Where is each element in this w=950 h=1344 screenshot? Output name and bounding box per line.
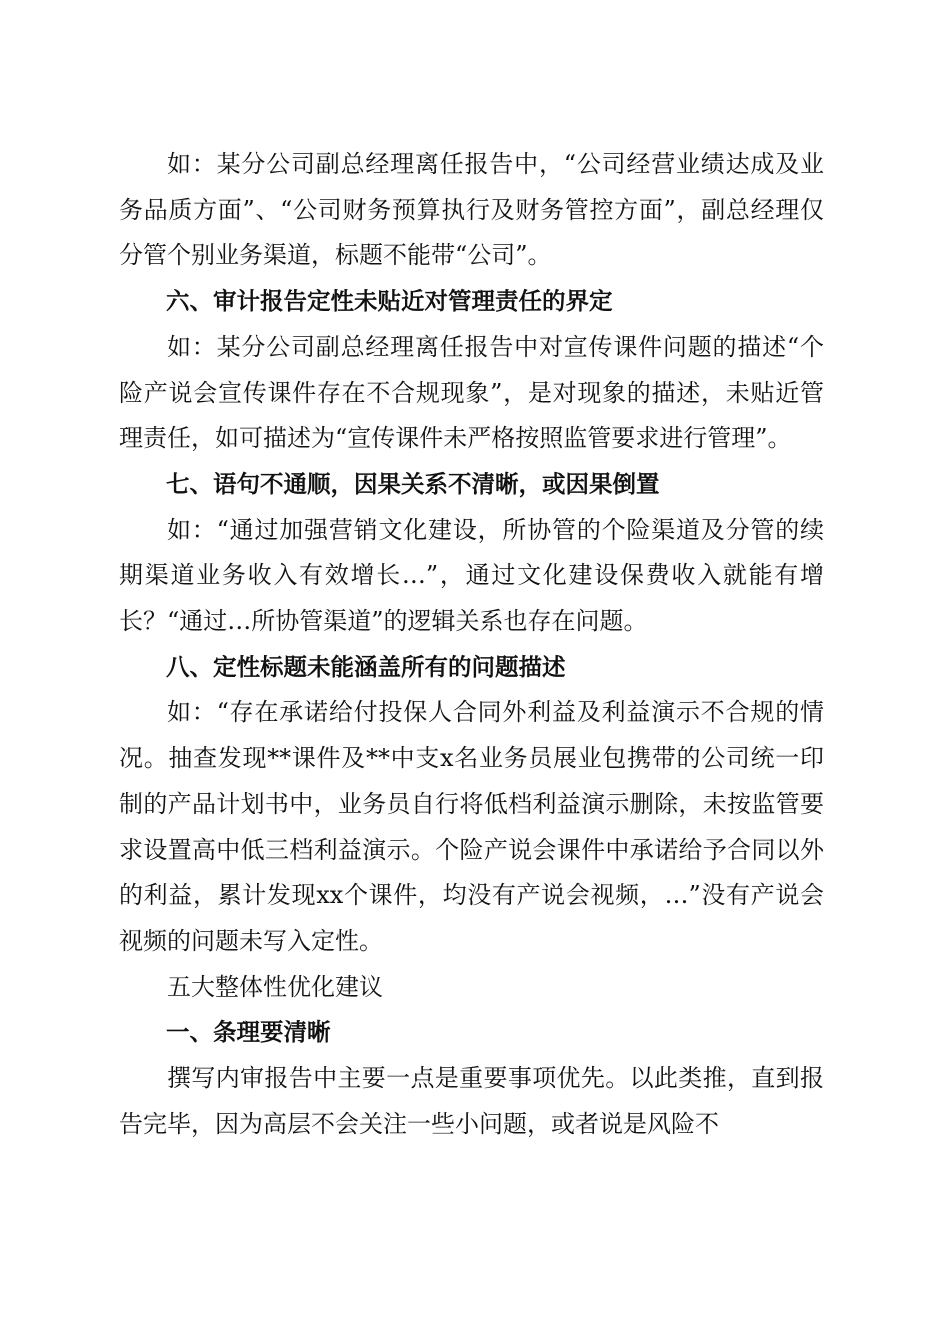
heading-section-six: 六、审计报告定性未贴近对管理责任的界定 [166,287,613,316]
paragraph-example-causality: 如：“通过加强营销文化建设，所协管的个险渠道及分管的续期渠道业务收入有效增长…”，通过文化建设保费收入就能有增长？“通过…所协管渠道”的逻辑关系也存在问题。 [119,515,824,636]
heading-suggestion-one: 一、条理要清晰 [166,1018,331,1047]
document-body [119,142,824,1147]
paragraph-example-coverage: 如：“存在承诺给付投保人合同外利益及利益演示不合规的情况。抽查发现**课件及**中支x名业务员展业包携带的公司统一印制的产品计划书中，业务员自行将低档利益演示删除，未按监管要求设置高中低三档利益演示。个险产说会课件中承诺给予合同以外的利益，累计发现xx个课件，均没有产说会视频，…”没有产说会视频的问题未写入定性。 [119,698,824,955]
subtitle-optimization-suggestions: 五大整体性优化建议 [167,972,383,1001]
paragraph-suggestion-one: 撰写内审报告中主要一点是重要事项优先。以此类推，直到报告完毕，因为高层不会关注一些小问题，或者说是风险不 [119,1064,824,1138]
paragraph-example-courseware: 如：某分公司副总经理离任报告中对宣传课件问题的描述“个险产说会宣传课件存在不合规现象”，是对现象的描述，未贴近管理责任，如可描述为“宣传课件未严格按照监管要求进行管理”。 [119,332,824,453]
heading-section-seven: 七、语句不通顺，因果关系不清晰，或因果倒置 [166,469,660,498]
paragraph-example-company-title: 如：某分公司副总经理离任报告中，“公司经营业绩达成及业务品质方面”、“公司财务预算执行及财务管控方面”，副总经理仅分管个别业务渠道，标题不能带“公司”。 [119,150,824,270]
heading-section-eight: 八、定性标题未能涵盖所有的问题描述 [166,652,566,681]
